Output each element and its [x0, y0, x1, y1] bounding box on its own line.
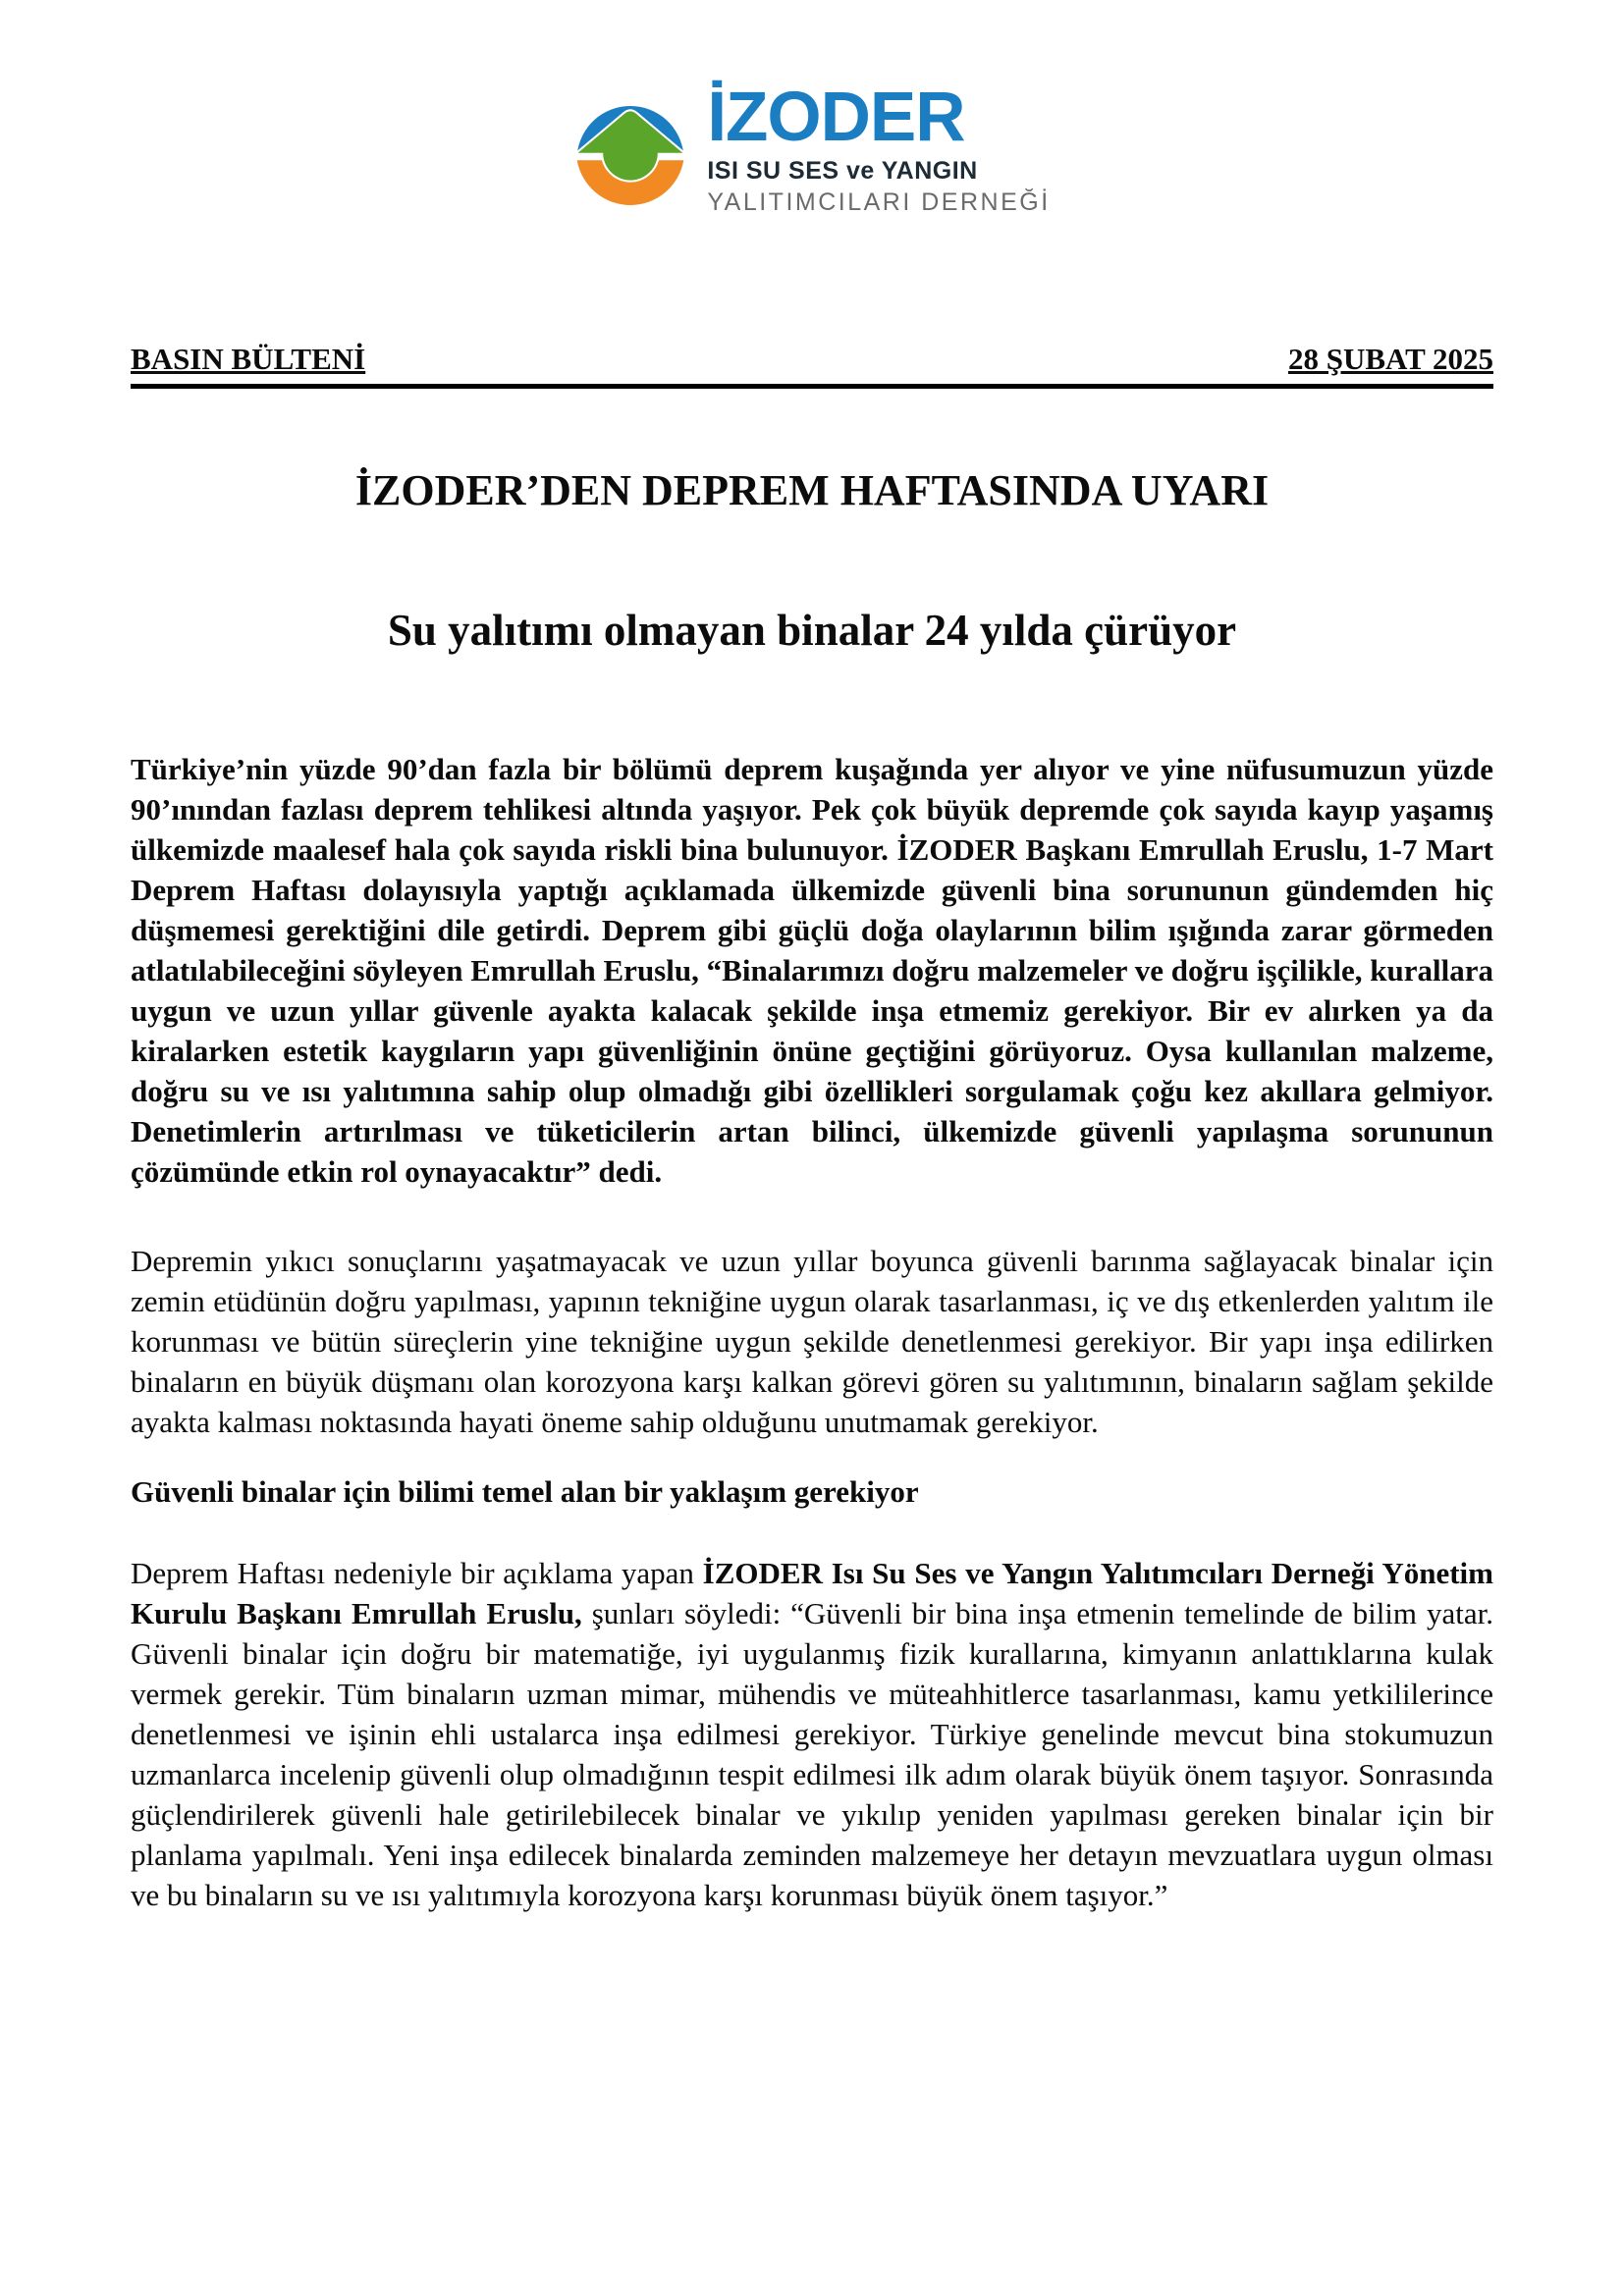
izoder-logo-mark: [573, 94, 687, 208]
document-title: İZODER’DEN DEPREM HAFTASINDA UYARI: [354, 466, 1270, 514]
document-subtitle: Su yalıtımı olmayan binalar 24 yılda çürüyor: [387, 606, 1237, 656]
body-paragraph-2-run-3: şunları söyledi: “Güvenli bir bina inşa etmenin temelinde de bilim yatar. Güvenli binalar için doğru bir matematiğe, iyi uygulanmış fizik kurallarına, kimyanın anlattıklarına kulak vermek gerekir. Tüm binaların uzman mimar, mühendis ve müteahhitlerce tasarlanması, kamu yetkililerince denetlenmesi ve işinin ehli ustalarca inşa edilmesi gerekiyor. Türkiye genelinde mevcut bina stokumuzun uzmanlarca incelenip güvenli olup olmadığının tespit edilmesi ilk adım olarak büyük önem taşıyor. Sonrasında güçlendirilerek güvenli hale getirilebilecek binalar ve yıkılıp yeniden yapılması gereken binalar için bir planlama yapılmalı. Yeni inşa edilecek binalarda zeminden malzemeye her detayın mevzuatlara uygun olması ve bu binaların su ve ısı yalıtımıyla korozyona karşı korunması büyük önem taşıyor.”: [131, 1595, 1493, 1912]
logo-subtitle-line2: YALITIMCILARI DERNEĞİ: [707, 187, 1051, 216]
intro-bold-paragraph: Türkiye’nin yüzde 90’dan fazla bir bölümü deprem kuşağında yer alıyor ve yine nüfusumuzun yüzde 90’ınından fazlası deprem tehlikesi altında yaşıyor. Pek çok büyük depremde çok sayıda kayıp yaşamış ülkemizde maalesef hala çok sayıda riskli bina bulunuyor. İZODER Başkanı Emrullah Eruslu, 1-7 Mart Deprem Haftası dolayısıyla yaptığı açıklamada ülkemizde güvenli bina sorununun gündemden hiç düşmemesi gerektiğini dile getirdi. Deprem gibi güçlü doğa olaylarının bilim ışığında zarar görmeden atlatılabileceğini söyleyen Emrullah Eruslu, “Binalarımızı doğru malzemeler ve doğru işçilikle, kurallara uygun ve uzun yıllar güvenle ayakta kalacak şekilde inşa etmemiz gerekiyor. Bir ev alırken ya da kiralarken estetik kaygıların yapı güvenliğinin önüne geçtiğini görüyoruz. Oysa kullanılan malzeme, doğru su ve ısı yalıtımına sahip olup olmadığı gibi özellikleri sorgulamak çoğu kez akıllara gelmiyor. Denetimlerin artırılması ve tüketicilerin artan bilinci, ülkemizde güvenli yapılaşma sorununun çözümünde etkin rol oynayacaktır” dedi.: [131, 751, 1493, 1189]
press-header-date: 28 ŞUBAT 2025: [1287, 342, 1493, 376]
body-paragraph-2-run-1: Deprem Haftası nedeniyle bir açıklama yapan: [131, 1555, 703, 1590]
logo-text-block: [707, 79, 1051, 216]
body-paragraph-2: [131, 1553, 1493, 1915]
press-header-row: [131, 342, 1493, 389]
izoder-logo: [131, 77, 1493, 226]
logo-subtitle-line1: ISI SU SES ve YANGIN: [707, 156, 978, 185]
body-paragraph-1: Depremin yıkıcı sonuçlarını yaşatmayacak ve uzun yıllar boyunca güvenli barınma sağlayacak binalar için zemin etüdünün doğru yapılması, yapının tekniğine uygun olarak tasarlanması, iç ve dış etkenlerden yalıtım ile korunması ve bütün süreçlerin yine tekniğine uygun şekilde denetlenmesi gerekiyor. Bir yapı inşa edilirken binaların en büyük düşmanı olan korozyona karşı kalkan görevi gören su yalıtımının, binaların sağlam şekilde ayakta kalması noktasında hayati öneme sahip olduğunu unutmamak gerekiyor.: [131, 1243, 1493, 1439]
press-header-label: BASIN BÜLTENİ: [131, 342, 366, 376]
logo-wordmark: İZODER: [707, 79, 965, 157]
body-paragraph-2-run-2-bold: İZODER Isı Su Ses ve Yangın Yalıtımcıları Derneği Yönetim Kurulu Başkanı Emrullah Eruslu,: [131, 1555, 1493, 1630]
section-heading: Güvenli binalar için bilimi temel alan bir yaklaşım gerekiyor: [131, 1473, 919, 1509]
